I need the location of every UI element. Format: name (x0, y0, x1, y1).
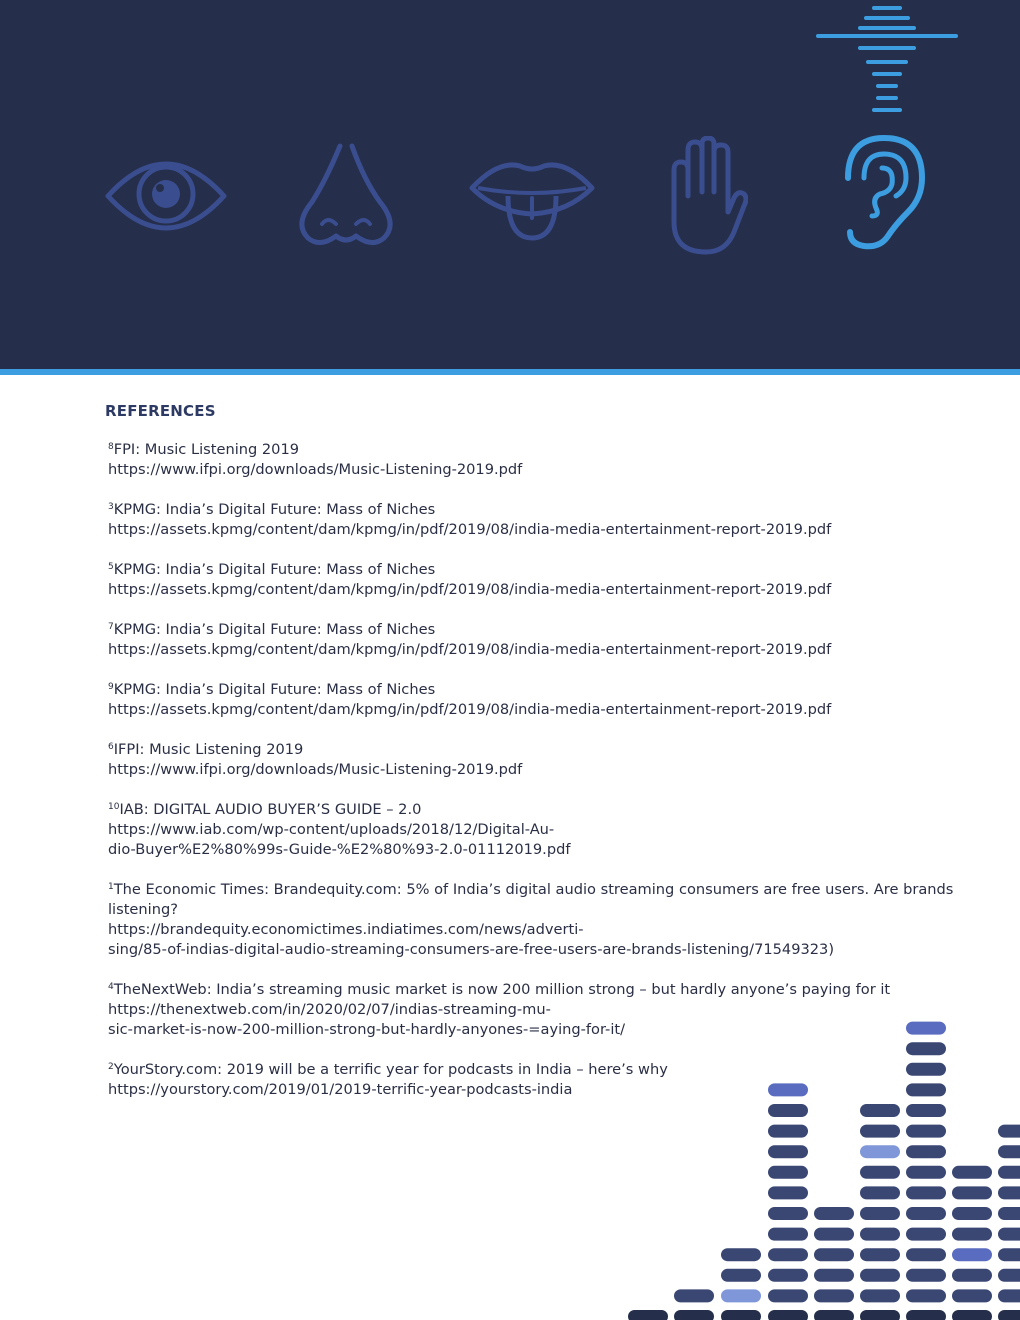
reference-title: $^3$KPMG: India’s Digital Future: Mass of Niches (108, 501, 436, 518)
equalizer-segment (814, 1310, 854, 1320)
equalizer-segment (952, 1166, 992, 1179)
banner-accent-stripe (0, 369, 1020, 375)
equalizer-segment (674, 1310, 714, 1320)
reference-title: $^7$KPMG: India’s Digital Future: Mass of Niches (108, 621, 436, 638)
equalizer-segment (998, 1310, 1020, 1320)
reference-item (108, 680, 958, 720)
equalizer-segment (952, 1310, 992, 1320)
equalizer-segment (768, 1289, 808, 1302)
equalizer-segment (768, 1228, 808, 1241)
eye-icon (104, 150, 228, 242)
equalizer-segment (860, 1310, 900, 1320)
equalizer-segment (721, 1269, 761, 1282)
equalizer-segment (768, 1104, 808, 1117)
reference-url[interactable]: https://assets.kpmg/content/dam/kpmg/in/pdf/2019/08/india-media-entertainment-report-2019.pdf (108, 581, 832, 598)
equalizer-segment (768, 1269, 808, 1282)
reference-item (108, 560, 958, 600)
equalizer-segment (860, 1104, 900, 1117)
equalizer-segment (952, 1228, 992, 1241)
reference-item (108, 740, 958, 780)
equalizer-segment (998, 1145, 1020, 1158)
reference-number: 2 (108, 1062, 114, 1072)
equalizer-segment (906, 1022, 946, 1035)
equalizer-segment (906, 1166, 946, 1179)
equalizer-segment (768, 1125, 808, 1138)
equalizer-segment (952, 1186, 992, 1199)
reference-url[interactable]: https://www.ifpi.org/downloads/Music-Listening-2019.pdf (108, 461, 523, 478)
reference-item (108, 500, 958, 540)
equalizer-segment (998, 1269, 1020, 1282)
reference-url[interactable]: sing/85-of-indias-digital-audio-streaming-consumers-are-free-users-are-brands-listening/71549323) (108, 941, 835, 958)
reference-title: $^{10}$IAB: DIGITAL AUDIO BUYER’S GUIDE – 2.0 (108, 801, 422, 818)
equalizer-segment (952, 1207, 992, 1220)
equalizer-segment (906, 1125, 946, 1138)
equalizer-segment (952, 1289, 992, 1302)
equalizer-segment (860, 1166, 900, 1179)
reference-url[interactable]: https://assets.kpmg/content/dam/kpmg/in/pdf/2019/08/india-media-entertainment-report-2019.pdf (108, 521, 832, 538)
equalizer-segment (721, 1310, 761, 1320)
equalizer-segment (860, 1125, 900, 1138)
equalizer-segment (906, 1104, 946, 1117)
equalizer-segment (998, 1289, 1020, 1302)
equalizer-segment (768, 1207, 808, 1220)
equalizer-segment (998, 1125, 1020, 1138)
reference-url[interactable]: https://www.iab.com/wp-content/uploads/2018/12/Digital-Au- (108, 821, 555, 838)
equalizer-segment (768, 1166, 808, 1179)
equalizer-segment (906, 1207, 946, 1220)
reference-item (108, 440, 958, 480)
reference-title: $^9$KPMG: India’s Digital Future: Mass of Niches (108, 681, 436, 698)
reference-title: $^4$TheNextWeb: India’s streaming music market is now 200 million strong – but hardly anyone’s paying for it (108, 981, 891, 998)
reference-number: 7 (108, 622, 114, 632)
equalizer-segment (906, 1310, 946, 1320)
equalizer-segment (860, 1207, 900, 1220)
equalizer-segment (860, 1145, 900, 1158)
equalizer-segment (998, 1166, 1020, 1179)
equalizer-segment (906, 1145, 946, 1158)
equalizer-segment (906, 1063, 946, 1076)
equalizer-segment (628, 1310, 668, 1320)
reference-url[interactable]: https://brandequity.economictimes.indiatimes.com/news/adverti- (108, 921, 584, 938)
reference-url[interactable]: https://assets.kpmg/content/dam/kpmg/in/pdf/2019/08/india-media-entertainment-report-2019.pdf (108, 701, 832, 718)
equalizer-segment (768, 1083, 808, 1096)
reference-url[interactable]: https://thenextweb.com/in/2020/02/07/indias-streaming-mu- (108, 1001, 551, 1018)
reference-number: 8 (108, 442, 114, 452)
reference-number: 9 (108, 682, 114, 692)
equalizer-segment (814, 1269, 854, 1282)
reference-number: 1 (108, 882, 114, 892)
reference-title: $^1$The Economic Times: Brandequity.com: 5% of India’s digital audio streaming consumers are free users. Are brands listening? (108, 881, 954, 918)
equalizer-segment (768, 1310, 808, 1320)
equalizer-segment (860, 1248, 900, 1261)
equalizer-segment (998, 1228, 1020, 1241)
equalizer-segment (814, 1207, 854, 1220)
equalizer-segment (860, 1289, 900, 1302)
equalizer-segment (721, 1248, 761, 1261)
equalizer-segment (721, 1289, 761, 1302)
mouth-icon (468, 152, 596, 244)
reference-title: $^6$IFPI: Music Listening 2019 (108, 741, 304, 758)
reference-url[interactable]: https://yourstory.com/2019/01/2019-terrific-year-podcasts-india (108, 1081, 573, 1098)
equalizer-segment (906, 1289, 946, 1302)
equalizer-segment (814, 1248, 854, 1261)
equalizer-segment (952, 1269, 992, 1282)
reference-number: 4 (108, 982, 114, 992)
reference-title: $^8$FPI: Music Listening 2019 (108, 441, 300, 458)
reference-title: $^5$KPMG: India’s Digital Future: Mass of Niches (108, 561, 436, 578)
reference-item (108, 880, 958, 960)
equalizer-segment (814, 1289, 854, 1302)
reference-item (108, 620, 958, 660)
reference-title: $^2$YourStory.com: 2019 will be a terrific year for podcasts in India – here’s why (108, 1061, 668, 1078)
equalizer-segment (906, 1083, 946, 1096)
equalizer-segment (814, 1228, 854, 1241)
equalizer-segment (860, 1186, 900, 1199)
equalizer-segment (906, 1042, 946, 1055)
reference-number: 10 (108, 802, 120, 812)
reference-url[interactable]: https://www.ifpi.org/downloads/Music-Listening-2019.pdf (108, 761, 523, 778)
equalizer-segment (906, 1228, 946, 1241)
equalizer-graphic (600, 1000, 1020, 1320)
equalizer-segment (906, 1248, 946, 1261)
reference-url[interactable]: sic-market-is-now-200-million-strong-but-hardly-anyones-=aying-for-it/ (108, 1021, 626, 1038)
equalizer-segment (998, 1186, 1020, 1199)
nose-icon (292, 140, 400, 250)
equalizer-segment (952, 1248, 992, 1261)
equalizer-segment (768, 1145, 808, 1158)
reference-number: 5 (108, 562, 114, 572)
equalizer-segment (768, 1186, 808, 1199)
equalizer-segment (998, 1248, 1020, 1261)
references-heading: REFERENCES (105, 402, 216, 420)
equalizer-segment (674, 1289, 714, 1302)
ear-icon (836, 132, 928, 254)
header-banner (0, 0, 1020, 369)
reference-number: 6 (108, 742, 114, 752)
reference-url[interactable]: https://assets.kpmg/content/dam/kpmg/in/pdf/2019/08/india-media-entertainment-report-2019.pdf (108, 641, 832, 658)
equalizer-segment (906, 1269, 946, 1282)
reference-url[interactable]: dio-Buyer%E2%80%99s-Guide-%E2%80%93-2.0-01112019.pdf (108, 841, 571, 858)
equalizer-segment (998, 1207, 1020, 1220)
equalizer-segment (860, 1228, 900, 1241)
sound-wave-icon (816, 4, 958, 116)
reference-item (108, 800, 958, 860)
equalizer-segment (906, 1186, 946, 1199)
equalizer-segment (860, 1269, 900, 1282)
hand-icon (664, 136, 748, 256)
reference-number: 3 (108, 502, 114, 512)
equalizer-segment (768, 1248, 808, 1261)
